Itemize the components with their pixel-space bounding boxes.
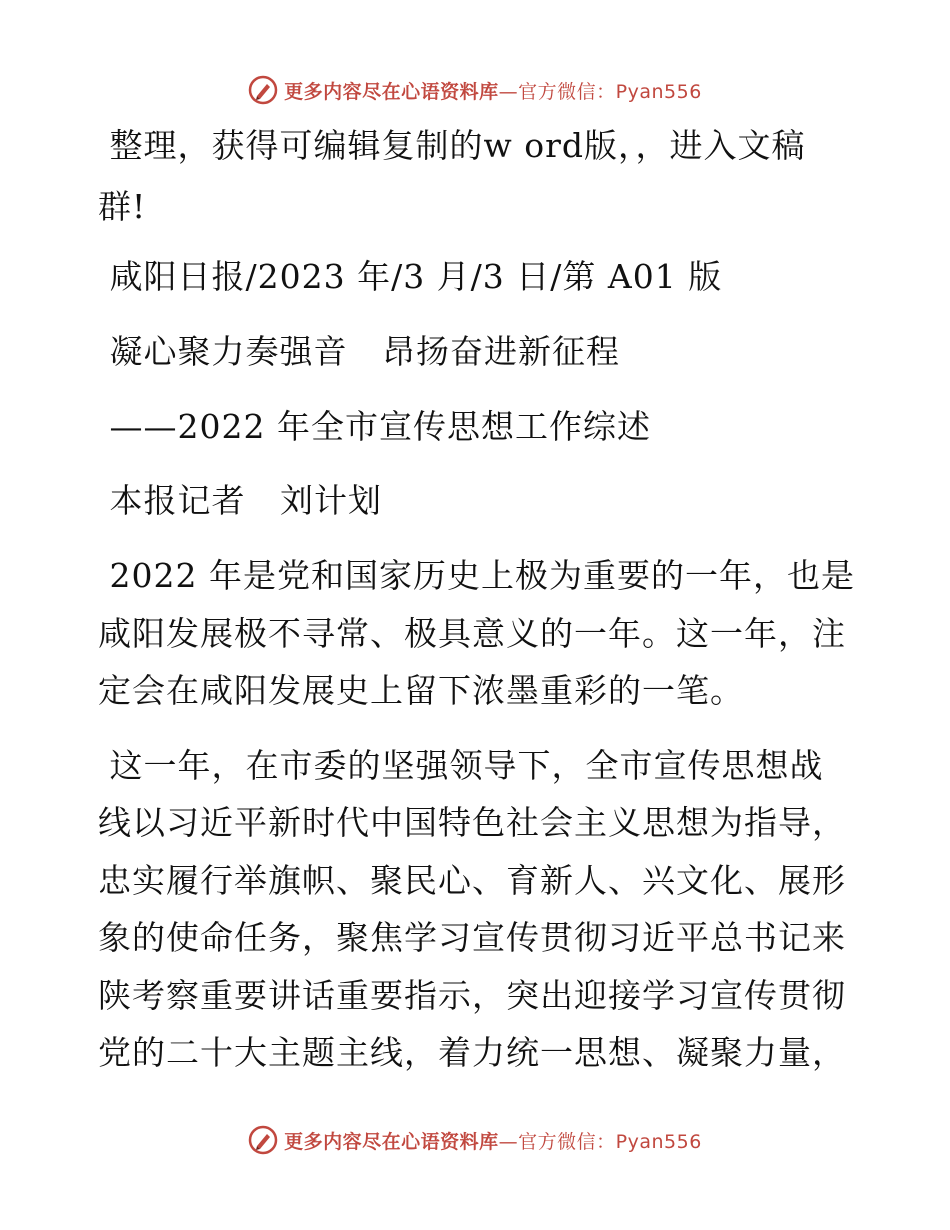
text-line: 党的二十大主题主线，着力统一思想、凝聚力量， bbox=[98, 1033, 846, 1072]
pen-logo-icon bbox=[248, 1125, 278, 1155]
banner-text bbox=[284, 1127, 702, 1154]
text-line: 定会在咸阳发展史上留下浓墨重彩的一笔。 bbox=[98, 671, 744, 710]
text-line: 凝心聚力奏强音 昂扬奋进新征程 bbox=[98, 332, 620, 371]
text-line: 忠实履行举旗帜、聚民心、育新人、兴文化、展形 bbox=[98, 861, 846, 900]
banner-wechat: 官方微信：Pyan556 bbox=[518, 1130, 702, 1153]
pen-logo-icon bbox=[248, 75, 278, 105]
text-line: 整理，获得可编辑复制的w ord版，，进入文稿 bbox=[98, 126, 806, 165]
banner-wechat: 官方微信：Pyan556 bbox=[518, 80, 702, 103]
text-line: 本报记者 刘计划 bbox=[98, 481, 382, 520]
text-line: 群! bbox=[98, 187, 147, 226]
banner-separator: — bbox=[498, 80, 519, 103]
text-line: 这一年，在市委的坚强领导下，全市宣传思想战 bbox=[98, 746, 824, 785]
text-line: 咸阳发展极不寻常、极具意义的一年。这一年，注 bbox=[98, 614, 846, 653]
banner-main: 更多内容尽在心语资料库 bbox=[284, 1130, 499, 1153]
text-line: 线以习近平新时代中国特色社会主义思想为指导， bbox=[98, 803, 846, 842]
banner-separator: — bbox=[498, 1130, 519, 1153]
text-line: 咸阳日报/2023 年/3 月/3 日/第 A01 版 bbox=[98, 257, 723, 296]
text-line: ——2022 年全市宣传思想工作综述 bbox=[98, 407, 651, 446]
text-line: 2022 年是党和国家历史上极为重要的一年，也是 bbox=[98, 556, 855, 595]
header-banner bbox=[0, 70, 950, 110]
banner-text bbox=[284, 77, 702, 104]
text-line: 陕考察重要讲话重要指示，突出迎接学习宣传贯彻 bbox=[98, 976, 846, 1015]
banner-main: 更多内容尽在心语资料库 bbox=[284, 80, 499, 103]
footer-banner bbox=[0, 1120, 950, 1160]
text-line: 象的使命任务，聚焦学习宣传贯彻习近平总书记来 bbox=[98, 918, 846, 957]
